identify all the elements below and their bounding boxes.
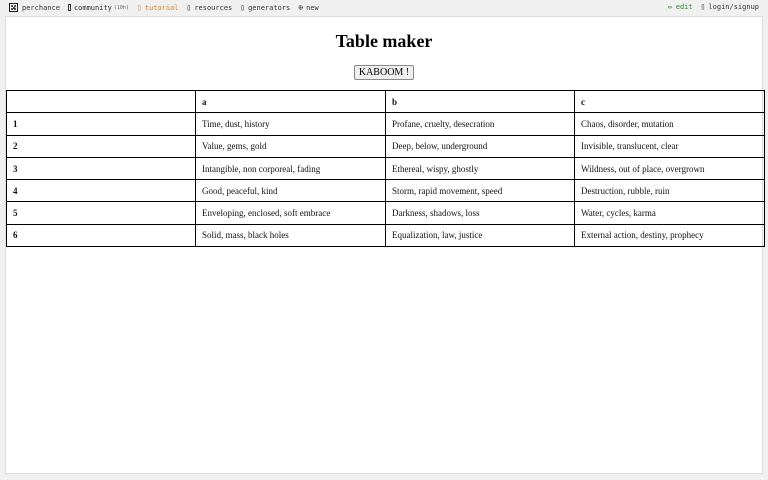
- nav-tutorial-link[interactable]: [137, 4, 179, 12]
- result-table: [6, 90, 765, 247]
- table-row: [7, 202, 765, 224]
- table-cell: Enveloping, enclosed, soft embrace: [196, 202, 386, 224]
- table-cell: Darkness, shadows, loss: [386, 202, 575, 224]
- top-nav-bar: [0, 0, 768, 16]
- nav-edit-link[interactable]: [668, 3, 693, 11]
- nav-new-label: new: [306, 3, 319, 12]
- nav-right-group: [660, 3, 759, 11]
- nav-edit-label: edit: [675, 3, 693, 11]
- nav-generators-link[interactable]: [240, 4, 290, 12]
- pencil-icon: ✏: [667, 2, 673, 11]
- table-cell: Deep, below, underground: [386, 135, 575, 157]
- table-cell: External action, destiny, prophecy: [575, 224, 765, 246]
- row-number-cell: 5: [7, 202, 196, 224]
- row-number-cell: 6: [7, 224, 196, 246]
- row-number-cell: 2: [7, 135, 196, 157]
- table-cell: Value, gems, gold: [196, 135, 386, 157]
- table-cell: Profane, cruelty, desecration: [386, 113, 575, 135]
- plus-circle-icon: ⊕: [298, 2, 304, 12]
- row-number-cell: 1: [7, 113, 196, 135]
- table-cell: Solid, mass, black holes: [196, 224, 386, 246]
- kaboom-button[interactable]: KABOOM !: [354, 65, 414, 80]
- nav-left-group: [9, 3, 327, 12]
- nav-community-label: community: [73, 3, 112, 12]
- table-cell: Invisible, translucent, clear: [575, 135, 765, 157]
- table-row: [7, 157, 765, 179]
- nav-generators-label: generators: [248, 3, 291, 12]
- nav-community-link[interactable]: [68, 4, 129, 12]
- book-icon: ▯: [186, 2, 192, 12]
- row-number-cell: 4: [7, 180, 196, 202]
- table-cell: Destruction, rubble, ruin: [575, 180, 765, 202]
- table-cell: Time, dust, history: [196, 113, 386, 135]
- book-icon: ▯: [240, 2, 246, 12]
- table-row: [7, 224, 765, 246]
- table-header-cell: b: [386, 91, 575, 113]
- nav-resources-label: resources: [194, 3, 233, 12]
- nav-resources-link[interactable]: [186, 4, 232, 12]
- table-row: [7, 180, 765, 202]
- table-cell: Ethereal, wispy, ghostly: [386, 157, 575, 179]
- row-number-cell: 3: [7, 157, 196, 179]
- table-cell: Chaos, disorder, mutation: [575, 113, 765, 135]
- nav-brand-link[interactable]: [9, 3, 60, 12]
- nav-login-link[interactable]: [701, 3, 759, 11]
- table-row: [7, 135, 765, 157]
- nav-new-link[interactable]: [298, 4, 318, 12]
- table-header-cell: a: [196, 91, 386, 113]
- table-header-row: [7, 91, 765, 113]
- user-icon: ▯: [700, 2, 706, 11]
- table-cell: Wildness, out of place, overgrown: [575, 157, 765, 179]
- table-row: [7, 113, 765, 135]
- table-cell: Water, cycles, karma: [575, 202, 765, 224]
- book-icon: ▯: [136, 2, 142, 12]
- nav-community-count: (10h): [113, 4, 129, 11]
- table-header-cell: [7, 91, 196, 113]
- table-cell: Storm, rapid movement, speed: [386, 180, 575, 202]
- nav-login-label: login/signup: [708, 3, 759, 11]
- nav-tutorial-label: tutorial: [144, 3, 179, 12]
- table-cell: Equalization, law, justice: [386, 224, 575, 246]
- page-title: Table maker: [335, 31, 433, 51]
- table-cell: Good, peaceful, kind: [196, 180, 386, 202]
- chat-icon: [68, 4, 71, 11]
- nav-brand-label: perchance: [22, 3, 60, 12]
- dice-icon: [9, 3, 18, 12]
- table-header-cell: c: [575, 91, 765, 113]
- table-cell: Intangible, non corporeal, fading: [196, 157, 386, 179]
- generator-output-panel: [5, 16, 763, 474]
